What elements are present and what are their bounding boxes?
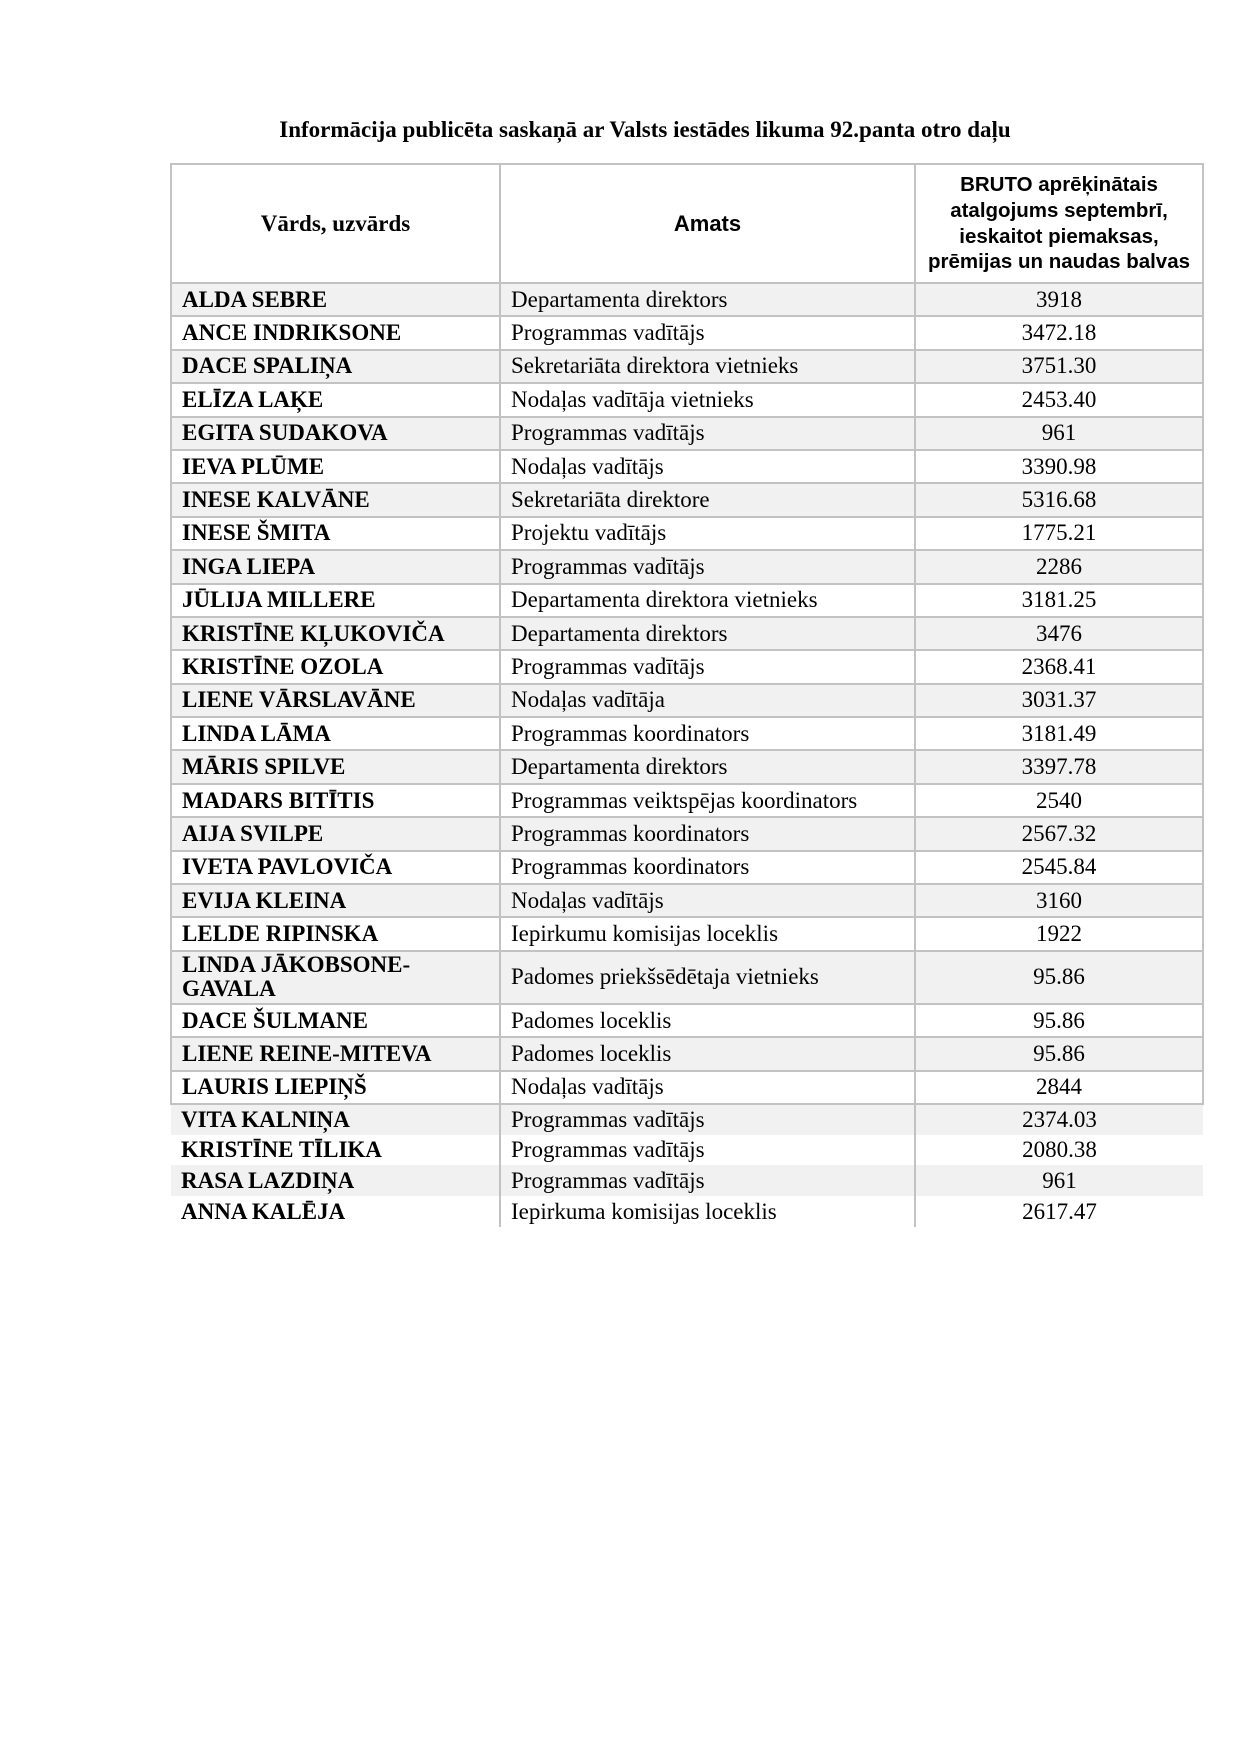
- gross-salary-amount: 95.86: [915, 951, 1203, 1004]
- gross-salary-amount: 3476: [915, 617, 1203, 650]
- employee-position: Programmas koordinators: [500, 717, 915, 750]
- employee-position: Programmas koordinators: [500, 817, 915, 850]
- employee-name: ALDA SEBRE: [171, 283, 500, 316]
- table-row: [171, 750, 1203, 783]
- gross-salary-amount: 3918: [915, 283, 1203, 316]
- employee-name: KRISTĪNE KĻUKOVIČA: [171, 617, 500, 650]
- employee-position: Nodaļas vadītāja vietnieks: [500, 383, 915, 416]
- table-row: [171, 650, 1203, 683]
- table-row: [171, 283, 1203, 316]
- employee-name: LINDA JĀKOBSONE-GAVALA: [171, 951, 500, 1004]
- employee-name: LINDA LĀMA: [171, 717, 500, 750]
- employee-name: EGITA SUDAKOVA: [171, 417, 500, 450]
- gross-salary-amount: 961: [915, 1165, 1203, 1196]
- gross-salary-amount: 2567.32: [915, 817, 1203, 850]
- employee-position: Programmas vadītājs: [500, 1135, 915, 1166]
- table-row: [171, 350, 1203, 383]
- employee-name: ELĪZA LAĶE: [171, 383, 500, 416]
- header-gross-salary-line: atalgojums septembrī,: [950, 198, 1168, 222]
- gross-salary-amount: 2368.41: [915, 650, 1203, 683]
- employee-position: Padomes loceklis: [500, 1037, 915, 1070]
- gross-salary-amount: 961: [915, 417, 1203, 450]
- gross-salary-amount: 3751.30: [915, 350, 1203, 383]
- employee-position: Programmas vadītājs: [500, 1104, 915, 1135]
- employee-name: INESE KALVĀNE: [171, 483, 500, 516]
- table-row: [171, 1037, 1203, 1070]
- employee-position: Nodaļas vadītājs: [500, 450, 915, 483]
- table-row: [171, 550, 1203, 583]
- table-row: [171, 1196, 1203, 1227]
- employee-name: ANNA KALĒJA: [171, 1196, 500, 1227]
- employee-position: Departamenta direktora vietnieks: [500, 584, 915, 617]
- table-row: [171, 684, 1203, 717]
- employee-name: EVIJA KLEINA: [171, 884, 500, 917]
- employee-position: Departamenta direktors: [500, 617, 915, 650]
- gross-salary-amount: 3031.37: [915, 684, 1203, 717]
- salary-table: [170, 163, 1204, 1227]
- employee-position: Departamenta direktors: [500, 283, 915, 316]
- employee-position: Sekretariāta direktore: [500, 483, 915, 516]
- employee-name: IEVA PLŪME: [171, 450, 500, 483]
- gross-salary-amount: 2545.84: [915, 851, 1203, 884]
- table-row: [171, 316, 1203, 349]
- table-row: [171, 517, 1203, 550]
- employee-name: LIENE REINE-MITEVA: [171, 1037, 500, 1070]
- table-row: [171, 1165, 1203, 1196]
- table-row: [171, 450, 1203, 483]
- employee-position: Nodaļas vadītājs: [500, 884, 915, 917]
- table-row: [171, 917, 1203, 950]
- gross-salary-amount: 3390.98: [915, 450, 1203, 483]
- table-row: [171, 851, 1203, 884]
- table-row: [171, 584, 1203, 617]
- employee-position: Programmas koordinators: [500, 851, 915, 884]
- employee-name: KRISTĪNE TĪLIKA: [171, 1135, 500, 1166]
- header-gross-salary-line: BRUTO aprēķinātais: [960, 173, 1158, 197]
- employee-name: MĀRIS SPILVE: [171, 750, 500, 783]
- gross-salary-amount: 95.86: [915, 1004, 1203, 1037]
- table-row: [171, 817, 1203, 850]
- employee-position: Padomes loceklis: [500, 1004, 915, 1037]
- employee-name: DACE ŠULMANE: [171, 1004, 500, 1037]
- employee-position: Programmas veiktspējas koordinators: [500, 784, 915, 817]
- employee-position: Programmas vadītājs: [500, 550, 915, 583]
- table-row: [171, 383, 1203, 416]
- employee-name: DACE SPALIŅA: [171, 350, 500, 383]
- gross-salary-amount: 3397.78: [915, 750, 1203, 783]
- table-row: [171, 1104, 1203, 1135]
- gross-salary-amount: 1922: [915, 917, 1203, 950]
- employee-position: Iepirkuma komisijas loceklis: [500, 1196, 915, 1227]
- employee-position: Projektu vadītājs: [500, 517, 915, 550]
- header-gross-salary-line: prēmijas un naudas balvas: [927, 250, 1191, 274]
- table-header-row: [171, 164, 1203, 283]
- employee-name: INGA LIEPA: [171, 550, 500, 583]
- employee-position: Nodaļas vadītājs: [500, 1071, 915, 1104]
- header-position: Amats: [500, 164, 915, 283]
- table-row: [171, 417, 1203, 450]
- employee-position: Padomes priekšsēdētaja vietnieks: [500, 951, 915, 1004]
- table-row: [171, 1004, 1203, 1037]
- employee-position: Nodaļas vadītāja: [500, 684, 915, 717]
- gross-salary-amount: 3472.18: [915, 316, 1203, 349]
- gross-salary-amount: 1775.21: [915, 517, 1203, 550]
- table-row: [171, 884, 1203, 917]
- table-row: [171, 951, 1203, 1004]
- gross-salary-amount: 3181.49: [915, 717, 1203, 750]
- table-row: [171, 784, 1203, 817]
- employee-position: Programmas vadītājs: [500, 650, 915, 683]
- header-name: Vārds, uzvārds: [171, 164, 500, 283]
- employee-position: Programmas vadītājs: [500, 1165, 915, 1196]
- employee-name: ANCE INDRIKSONE: [171, 316, 500, 349]
- gross-salary-amount: 5316.68: [915, 483, 1203, 516]
- gross-salary-amount: 2286: [915, 550, 1203, 583]
- employee-name: KRISTĪNE OZOLA: [171, 650, 500, 683]
- header-gross-salary-line: ieskaitot piemaksas,: [959, 224, 1159, 248]
- table-row: [171, 1071, 1203, 1104]
- header-gross-salary: [915, 164, 1203, 283]
- gross-salary-amount: 2080.38: [915, 1135, 1203, 1166]
- gross-salary-amount: 3160: [915, 884, 1203, 917]
- employee-position: Programmas vadītājs: [500, 316, 915, 349]
- employee-position: Sekretariāta direktora vietnieks: [500, 350, 915, 383]
- table-row: [171, 617, 1203, 650]
- table-row: [171, 1135, 1203, 1166]
- employee-position: Programmas vadītājs: [500, 417, 915, 450]
- employee-position: Departamenta direktors: [500, 750, 915, 783]
- document-title: Informācija publicēta saskaņā ar Valsts iestādes likuma 92.panta otro daļu: [279, 117, 1011, 142]
- gross-salary-amount: 2374.03: [915, 1104, 1203, 1135]
- table-row: [171, 483, 1203, 516]
- employee-name: LAURIS LIEPIŅŠ: [171, 1071, 500, 1104]
- gross-salary-amount: 2844: [915, 1071, 1203, 1104]
- employee-name: IVETA PAVLOVIČA: [171, 851, 500, 884]
- table-row: [171, 717, 1203, 750]
- employee-name: VITA KALNIŅA: [171, 1104, 500, 1135]
- employee-position: Iepirkumu komisijas loceklis: [500, 917, 915, 950]
- gross-salary-amount: 2540: [915, 784, 1203, 817]
- employee-name: LIENE VĀRSLAVĀNE: [171, 684, 500, 717]
- employee-name: LELDE RIPINSKA: [171, 917, 500, 950]
- gross-salary-amount: 2617.47: [915, 1196, 1203, 1227]
- gross-salary-amount: 3181.25: [915, 584, 1203, 617]
- employee-name: INESE ŠMITA: [171, 517, 500, 550]
- employee-name: RASA LAZDIŅA: [171, 1165, 500, 1196]
- employee-name: JŪLIJA MILLERE: [171, 584, 500, 617]
- gross-salary-amount: 95.86: [915, 1037, 1203, 1070]
- employee-name: MADARS BITĪTIS: [171, 784, 500, 817]
- employee-name: AIJA SVILPE: [171, 817, 500, 850]
- gross-salary-amount: 2453.40: [915, 383, 1203, 416]
